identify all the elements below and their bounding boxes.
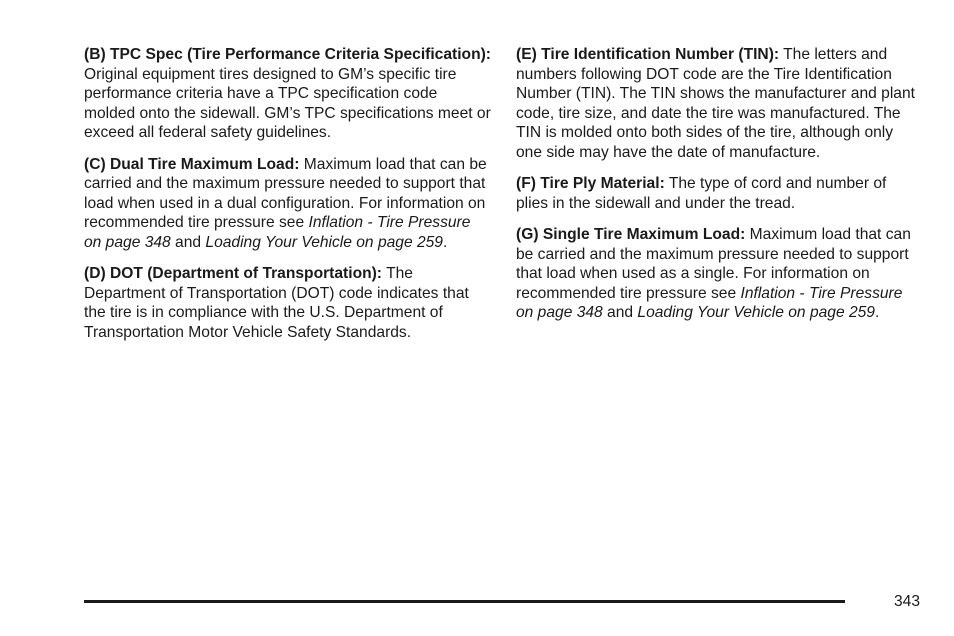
- paragraph: [516, 45, 916, 162]
- paragraph-heading: (F) Tire Ply Material:: [516, 175, 665, 192]
- paragraph: [84, 264, 492, 342]
- right-column: [516, 45, 916, 335]
- paragraph-text: The type of cord and number of plies in the sidewall and under the tread.: [516, 175, 887, 212]
- paragraph-text: and: [170, 233, 206, 251]
- paragraph-text: Maximum load that can be carried and the maximum pressure needed to support that load when used as a single. For information on recommended tire pressure see: [516, 226, 911, 302]
- cross-reference: Loading Your Vehicle on page 259: [205, 233, 443, 251]
- paragraph-heading: (B) TPC Spec (Tire Performance Criteria Specification):: [84, 46, 491, 63]
- cross-reference: Inflation - Tire Pressure on page 348: [516, 284, 903, 321]
- paragraph-text: The Department of Transportation (DOT) code indicates that the tire is in compliance with the U.S. Department of Transportation Motor Vehicle Safety Standards.: [84, 265, 469, 341]
- cross-reference: Loading Your Vehicle on page 259: [637, 304, 875, 321]
- paragraph-text: and: [602, 304, 638, 321]
- paragraph-text: Original equipment tires designed to GM’s specific tire performance criteria have a TPC specification code molded onto the sidewall. GM’s TPC specifications meet or exceed all federal safety guidelines.: [84, 65, 491, 141]
- cross-reference: Inflation - Tire Pressure on page 348: [84, 214, 471, 251]
- paragraph-heading: (D) DOT (Department of Transportation):: [84, 265, 383, 282]
- paragraph: [84, 155, 492, 253]
- paragraph-heading: (G) Single Tire Maximum Load:: [516, 226, 746, 243]
- paragraph: [84, 45, 492, 143]
- paragraph-text: Maximum load that can be carried and the maximum pressure needed to support that load when used in a dual configuration. For information on recommended tire pressure see: [84, 155, 487, 231]
- footer-rule: [84, 600, 845, 603]
- paragraph-text: .: [442, 233, 448, 251]
- paragraph-heading: (C) Dual Tire Maximum Load:: [84, 155, 300, 173]
- paragraph-heading: (E) Tire Identification Number (TIN):: [516, 46, 780, 63]
- paragraph: [516, 174, 916, 213]
- page-number: 343: [893, 593, 920, 610]
- paragraph: [516, 225, 916, 323]
- left-column: [84, 45, 492, 354]
- paragraph-text: The letters and numbers following DOT code are the Tire Identification Number (TIN). The TIN shows the manufacturer and plant code, tire size, and date the tire was manufactured. The TIN is molded onto both sides of the tire, although only one side may have the date of manufacture.: [516, 46, 915, 161]
- paragraph-text: .: [874, 304, 880, 321]
